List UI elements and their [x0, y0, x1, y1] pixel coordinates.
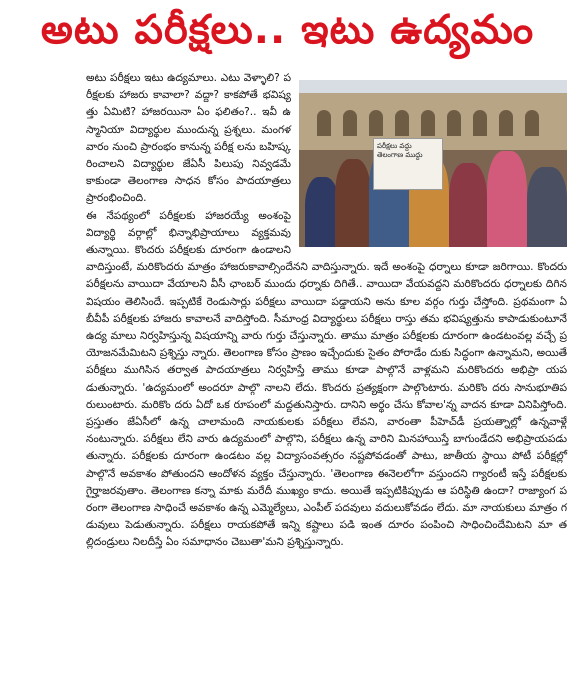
paragraph-2: ఈ నేపథ్యంలో పరీక్షలకు హాజరయ్యే అంశంపై విద్యార్థి వర్గాల్లో భిన్నాభిప్రాయాలు వ్యక్తమవు తున్నాయి. కొందరు పరీక్షలకు దూరంగా ఉండాలని వాదిస్తుంటే, మరికొందరు మాత్రం హాజరుకావాల్సిందేనని వాదిస్తున్నారు. ఇదే అంశంపై ధర్నాలు కూడా జరిగాయి. కొందరు పరీక్షలను వాయిదా వేయాలని వీసీ ఛాంబర్ ముందు ధర్నాకు దిగితే.. వాయిదా వేయవద్దని మరికొందరు ధర్నాలకు దిగిన విషయం తెలిసిందే. ఇప్పటికే రెండుసార్లు పరీక్షలు వాయిదా పడ్డాయని అను కూల వర్గం గుర్తు చేస్తోంది. ప్రథమంగా ఏబీవీపీ పరీక్షలకు హాజరు కావాలనే వాదిస్తోంది. సీమాంధ్ర విద్యార్థులు పరీక్షలు రాస్తు తమ భవిష్యత్తును కాపాడుకుంటూనే ఉద్య మాలు నిర్వహిస్తున్న విషయాన్ని వారు గుర్తు చేస్తున్నారు. తాము మాత్రం పరీక్షలకు దూరంగా ఉండటంవల్ల వచ్చే ప్రయోజనమేమిటని ప్రశ్నిస్తు న్నారు. తెలంగాణ కోసం ప్రాణం ఇచ్చేందుకు సైతం పోరాడేం దుకు సిద్ధంగా ఉన్నామని, అయితే పరీక్షలు ముగిసిన తర్వాత పాదయాత్రలు నిర్వహిస్తే తాము కూడా పాల్గొనే వాళ్లమని మరికొందరు అభిప్రా యపడుతున్నారు. 'ఉద్యమంలో అందరూ పాల్గొ నాలని లేదు. కొందరు ప్రత్యక్షంగా పాల్గొంటారు. మరికొం దరు సానుభూతిపరులుంటారు. మరికొం దరు ఏదో ఒక రూపంలో మద్దతునిస్తారు. దానిని అర్థం చేసు కోవాల'న్న వాదన కూడా వినిపిస్తోంది. ప్రస్తుతం జేఏసీలో ఉన్న చాలామంది నాయకులకు పరీక్షలు లేవని, వారంతా పీహెచ్‌డీ ప్రయత్నాల్లో ఉన్నవాళ్లే నంటున్నారు. పరీక్షలు లేని వారు ఉద్యమంలో పాల్గొని, పరీక్షలు ఉన్న వారిని మినహాయిస్తే బాగుండేదని అభిప్రాయపడు తున్నారు. పరీక్షలకు దూరంగా ఉండటం వల్ల విద్యాసంవత్సరం నష్టపోవడంతో పాటు, జాతీయ స్థాయి పోటీ పరీక్షల్లో పాల్గొనే అవకాశం పోతుందని ఆందోళన వ్యక్తం చేస్తున్నారు. 'తెలంగాణ ఈనెలలోగా వస్తుందని గ్యారంటీ ఇస్తే పరీక్షలకు గైర్హాజరవుతాం. తెలంగాణ కన్నా మాకు మరేదీ ముఖ్యం కాదు. అయితే ఇప్పటికిప్పుడు ఆ పరిస్థితి ఉందా? రాజ్యాంగ పరంగా తెలంగాణ సాధించే అవకాశం ఉన్న ఎమ్మెల్యేలు, ఎంపీల్ పదవులు వదులుకోవడం లేదు. మా నాయకులు మాత్రం గడువులు పెడుతున్నారు. పరీక్షలు రాయకపోతే ఇన్ని కష్టాలు పడి ఇంత దూరం పంపించి సాధించిందేమిటని మా తల్లిదండ్రులు నిలదీస్తే ఏం సమాధానం చెబుతా'మని ప్రశ్నిస్తున్నారు.: [86, 209, 567, 549]
protest-sign: పరీక్షలు వద్దు తెలంగాణ ముద్దు: [373, 138, 443, 190]
article-body: [0, 70, 575, 552]
paragraph-1: అటు పరీక్షలు ఇటు ఉద్యమాలు. ఎటు వెళ్ళాలి? పరీక్షలకు హాజరు కావాలా? వద్దా? కాకపోతే భవిష్యత్తు ఏమిటి? హాజరయినా ఏం ఫలితం?.. ఇవీ ఉస్మానియా విద్యార్థుల ముందున్న ప్రశ్నలు. మంగళవారం నుంచి ప్రారంభం కానున్న పరీక్ష లను బహిష్కరించాలని విద్యార్థుల జేఏసీ పిలుపు నివ్వడమే కాకుండా తెలంగాణ సాధన కోసం పాదయాత్రలు ప్రారంభించింది.: [86, 72, 291, 205]
headline: అటు పరీక్షలు.. ఇటు ఉద్యమం: [40, 7, 535, 53]
protest-photo: [299, 80, 567, 247]
